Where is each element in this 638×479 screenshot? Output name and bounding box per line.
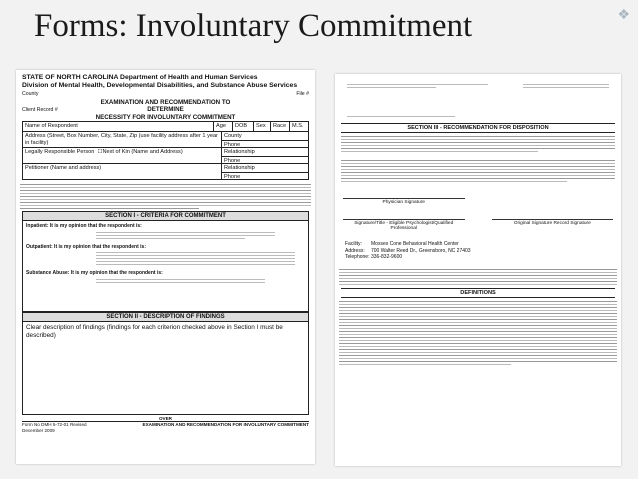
- relationship-field: Relationship: [222, 148, 308, 157]
- form-state-header: STATE OF NORTH CAROLINA Department of Health and Human Services: [22, 74, 258, 81]
- physician-signature-label: Physician Signature: [343, 198, 465, 205]
- client-record-label: Client Record #: [22, 107, 58, 114]
- file-label: File #: [296, 90, 309, 97]
- phone-field: Phone: [224, 142, 241, 149]
- telephone-label: Telephone:: [345, 254, 370, 260]
- form-image-right: [335, 74, 621, 466]
- age-label: Age: [214, 122, 233, 131]
- criteria-box: [22, 221, 309, 312]
- footer-form-title: EXAMINATION AND RECOMMENDATION FOR INVOLUNTARY COMMITMENT: [142, 422, 309, 428]
- definitions-text: [335, 301, 621, 365]
- ms-label: M.S.: [292, 123, 304, 130]
- section-1-header: SECTION I - CRITERIA FOR COMMITMENT: [22, 211, 309, 221]
- county-label: County: [22, 90, 39, 97]
- footer-form-number: Form No DMH 5-72-01 Revised December 2009: [22, 422, 87, 433]
- disposition-text: [335, 136, 621, 182]
- county-field: County: [222, 132, 308, 141]
- findings-box: [22, 322, 309, 415]
- address-label-right: Address:: [345, 247, 365, 254]
- signature-title-label: Signature/Title - Eligible Psychologist/Qualified Professional: [343, 219, 465, 231]
- physician-signature-line: [335, 198, 621, 205]
- address-label: Address (Street, Box Number, City, State, Zip (use facility address after 1 year in facility): [23, 132, 222, 147]
- form-heading-3: NECESSITY FOR INVOLUNTARY COMMITMENT: [95, 113, 236, 121]
- form-image-left: STATE OF NORTH CAROLINA Department of Health and Human Services Division of Mental Health, Developmental Disabilities, and Substance Abuse Services County File # EXAMINATION AND RECOMMENDATION TO DETERMINE NECESSITY FOR INVOLUNTARY COMMITMENT Client Record # Name of Respondent Age DOB Sex Race M.S. Address (Street, Box Number, City, State, Zip (use facility address after 1 year in facility) County Phone Legally Responsible Person ☐Next of Kin (Name and Address) Relationship Phone Petitioner (Name and address) Relationship Phone SECTION I - CRITERIA FOR COMMITMENT Inpatient: It is my opinion that the respondent is: Outpatient: It is my opinion that the respondent is: Substance Abuse: It is my opinion that the respondent is: SECTION II - DESCRIPTION OF FINDINGS Clear description of findings (findings for each criterion checked above in Section I must be described) OVER Form No DMH 5-72-01 Revised December 2009 EXAMINATION AND RECOMMENDATION FOR INVOLUNTARY COMMITMENT: [16, 70, 315, 464]
- facility-address: 700 Walter Reed Dr., Greensboro, NC 27403: [371, 247, 471, 254]
- petitioner-label: Petitioner (Name and address): [23, 164, 222, 179]
- facility-label: Facility:: [345, 241, 362, 247]
- substance-abuse-label: Substance Abuse: It is my opinion that the respondent is:: [26, 270, 163, 277]
- definitions-header: DEFINITIONS: [341, 288, 615, 298]
- professional-signature-line: [335, 219, 621, 231]
- form-heading-2: DETERMINE: [147, 106, 184, 114]
- phone-field-2: Phone: [224, 158, 241, 165]
- facility-block: [335, 241, 621, 261]
- section-2-header: SECTION II - DESCRIPTION OF FINDINGS: [22, 312, 309, 322]
- original-signature-label: Original Signature Record Signature: [492, 219, 614, 231]
- findings-instructions: Clear description of findings (findings for each criterion checked above in Section I must be described): [26, 324, 283, 339]
- race-label: Race: [271, 122, 290, 131]
- right-top-header: [335, 74, 621, 117]
- footer-over: OVER: [158, 416, 173, 422]
- facility-name: Mosses Cone Behavioral Health Center: [371, 241, 459, 247]
- form-heading-1: EXAMINATION AND RECOMMENDATION TO: [100, 98, 231, 106]
- relationship-field-2: Relationship: [222, 164, 308, 173]
- next-of-kin-label: Next of Kin (Name and Address): [102, 149, 183, 156]
- examination-paragraph: [16, 184, 315, 209]
- name-label: Name of Respondent: [23, 122, 214, 131]
- sex-label: Sex: [254, 122, 271, 131]
- inpatient-label: Inpatient: It is my opinion that the respondent is:: [26, 223, 142, 230]
- form-division-header: Division of Mental Health, Developmental Disabilities, and Substance Abuse Services: [22, 81, 298, 89]
- corner-ornament-icon: ❖: [617, 6, 630, 22]
- phone-field-3: Phone: [224, 174, 241, 181]
- disposition-details: [335, 269, 621, 285]
- outpatient-label: Outpatient: It is my opinion that the respondent is:: [26, 243, 146, 250]
- facility-telephone: 336-832-9600: [371, 254, 403, 260]
- legally-responsible-label: Legally Responsible Person: [25, 149, 95, 156]
- slide-title: Forms: Involuntary Commitment: [34, 8, 473, 44]
- dob-label: DOB: [233, 122, 254, 131]
- section-3-header: SECTION III - RECOMMENDATION FOR DISPOSITION: [341, 123, 615, 133]
